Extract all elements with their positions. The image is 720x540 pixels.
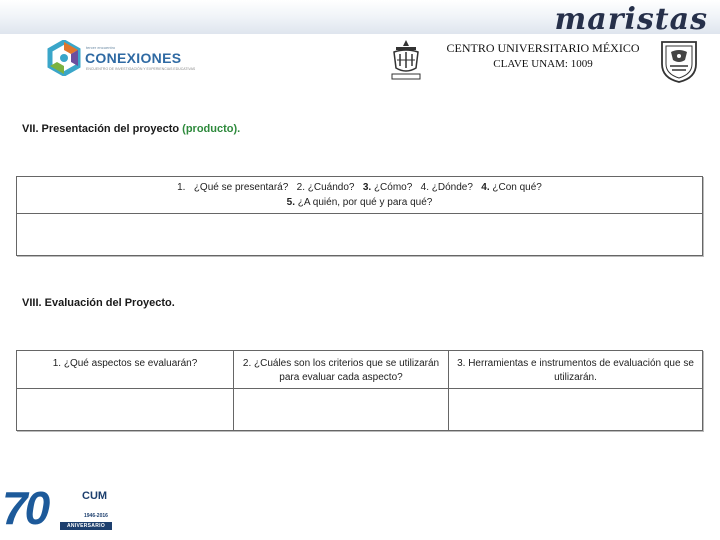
anniversary-number: 70	[2, 482, 48, 534]
presentation-table	[16, 176, 703, 256]
evaluation-table	[16, 350, 703, 431]
anniversary-years: 1946-2016	[84, 513, 108, 519]
evaluation-cell-aspects[interactable]	[17, 389, 234, 430]
evaluation-header-aspects: 1. ¿Qué aspectos se evaluarán?	[17, 351, 234, 389]
section-vii-title: VII. Presentación del proyecto	[22, 123, 180, 135]
conexiones-mark-icon	[46, 40, 82, 76]
evaluation-header-criteria: 2. ¿Cuáles son los criterios que se utilizarán para evaluar cada aspecto?	[234, 351, 449, 389]
anniversary-logo	[0, 484, 130, 536]
evaluation-cell-criteria[interactable]	[234, 389, 449, 430]
section-vii-accent: (producto).	[182, 123, 241, 135]
unam-clave: CLAVE UNAM: 1009	[493, 58, 593, 70]
unam-crest-icon	[656, 38, 702, 84]
presentation-questions-line-2: 5. ¿A quién, por qué y para qué?	[286, 197, 433, 208]
maristas-logo: maristas	[554, 2, 708, 37]
maristas-crest-icon	[386, 38, 426, 82]
evaluation-header-tools: 3. Herramientas e instrumentos de evaluación que se utilizarán.	[449, 351, 702, 389]
presentation-header-row	[17, 177, 702, 214]
anniversary-badge: ANIVERSARIO	[60, 522, 112, 530]
conexiones-wordmark: CONEXIONES	[85, 50, 182, 66]
presentation-answer-cell[interactable]	[17, 214, 702, 255]
conexiones-tagline: ENCUENTRO DE INVESTIGACIÓN Y EXPERIENCIAS EDUCATIVAS	[86, 67, 196, 71]
header-banner	[0, 0, 720, 37]
evaluation-cell-tools[interactable]	[449, 389, 702, 430]
conexiones-logo	[46, 40, 196, 80]
cum-mark: CUM	[82, 490, 108, 502]
section-viii-heading: VIII. Evaluación del Proyecto.	[22, 297, 175, 309]
institution-name: CENTRO UNIVERSITARIO MÉXICO	[446, 41, 640, 55]
section-vii-heading	[22, 123, 240, 135]
conexiones-small-text: tercer encuentro	[86, 45, 116, 50]
presentation-questions-line-1: 1. ¿Qué se presentará? 2. ¿Cuándo? 3. ¿Cómo? 4. ¿Dónde? 4. ¿Con qué?	[177, 182, 542, 193]
